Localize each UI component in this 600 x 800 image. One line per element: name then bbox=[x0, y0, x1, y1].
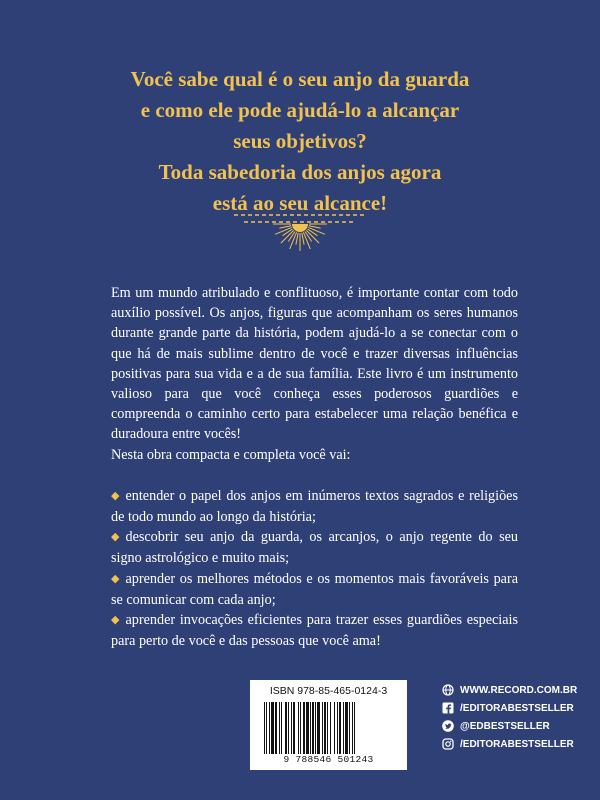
bullet-list bbox=[111, 486, 518, 652]
twitter-icon bbox=[442, 720, 454, 732]
headline bbox=[60, 64, 540, 219]
bullet-text: aprender os melhores métodos e os momentos mais favoráveis para se comunicar com cada anjo; bbox=[111, 570, 518, 608]
diamond-bullet-icon: ◆ bbox=[111, 614, 120, 627]
headline-line: está ao seu alcance! bbox=[212, 191, 388, 215]
bullet-text: descobrir seu anjo da guarda, os arcanjos, o anjo regente do seu signo astrológico e muito mais; bbox=[111, 529, 518, 567]
bullet-item bbox=[111, 486, 518, 527]
rising-sun-icon bbox=[230, 212, 370, 252]
instagram-icon bbox=[442, 738, 454, 750]
isbn-barcode bbox=[250, 680, 407, 770]
description-intro: Nesta obra compacta e completa você vai: bbox=[111, 446, 351, 463]
isbn-label: ISBN 978-85-465-0124-3 bbox=[269, 685, 388, 697]
website-link[interactable] bbox=[442, 681, 577, 699]
twitter-label: @EDBESTSELLER bbox=[460, 720, 550, 732]
headline-line: seus objetivos? bbox=[233, 129, 367, 153]
social-links bbox=[442, 681, 577, 753]
facebook-link[interactable] bbox=[442, 699, 577, 717]
bullet-item bbox=[111, 569, 518, 610]
bullet-text: aprender invocações eficientes para trazer esses guardiões especiais para perto de você e das pessoas que você ama! bbox=[111, 612, 518, 650]
twitter-link[interactable] bbox=[442, 717, 577, 735]
instagram-label: /EDITORABESTSELLER bbox=[460, 738, 574, 750]
facebook-icon bbox=[442, 702, 454, 714]
description bbox=[111, 283, 518, 651]
barcode-icon bbox=[262, 702, 397, 756]
website-label: WWW.RECORD.COM.BR bbox=[460, 684, 578, 696]
bullet-text: entender o papel dos anjos em inúmeros textos sagrados e religiões de todo mundo ao longo da história; bbox=[111, 487, 518, 526]
bullet-item bbox=[111, 527, 518, 568]
description-paragraph: Em um mundo atribulado e conflituoso, é importante contar com todo auxílio possível. Os anjos, figuras que acompanham os seres humanos durante grande parte da história, podem ajudá-lo a se conectar com o que há de mais sublime dentro de você e trazer diversas influências positivas para sua vida e a de sua família. Este livro é um instrumento valioso para que você conheça esses poderosos guardiões e compreenda o caminho certo para estabelecer uma relação benéfica e duradoura entre vocês! bbox=[111, 285, 518, 443]
headline-line: Toda sabedoria dos anjos agora bbox=[158, 160, 442, 184]
facebook-label: /EDITORABESTSELLER bbox=[460, 702, 574, 714]
instagram-link[interactable] bbox=[442, 735, 577, 753]
headline-line: Você sabe qual é o seu anjo da guarda bbox=[130, 67, 470, 91]
headline-line: e como ele pode ajudá-lo a alcançar bbox=[140, 98, 460, 122]
barcode-digits: 9 788546 501243 bbox=[283, 754, 374, 765]
diamond-bullet-icon: ◆ bbox=[111, 489, 120, 502]
diamond-bullet-icon: ◆ bbox=[111, 531, 120, 544]
globe-icon bbox=[442, 684, 454, 696]
diamond-bullet-icon: ◆ bbox=[111, 572, 120, 585]
bullet-item bbox=[111, 610, 518, 651]
